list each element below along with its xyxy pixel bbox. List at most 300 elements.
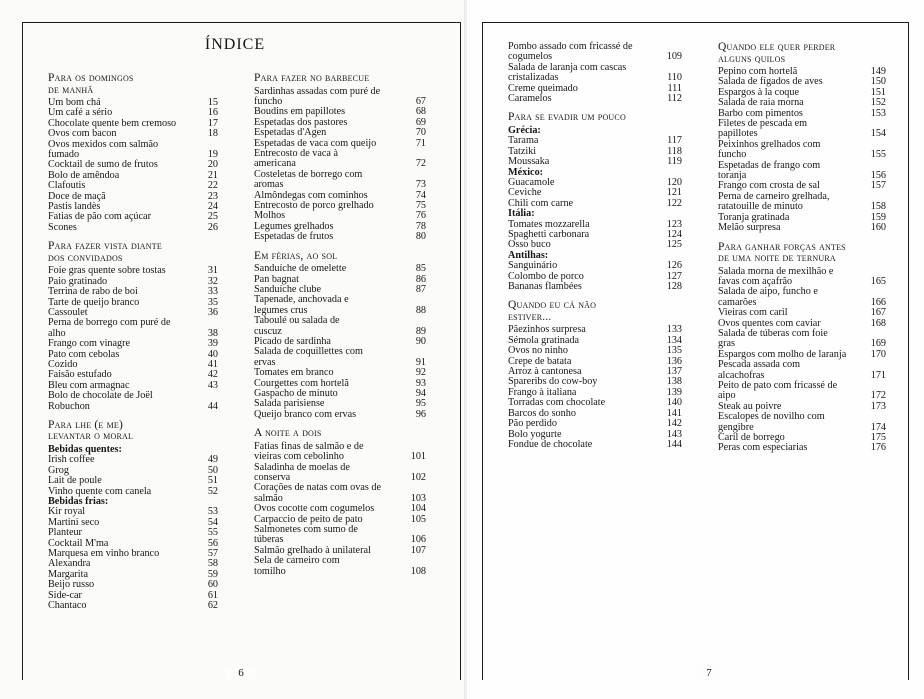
entry-page-number: 86	[415, 273, 426, 285]
entry-title: Peito de pato com fricassé de aipo	[718, 379, 838, 402]
entry-title: Caril de borrego	[718, 432, 785, 443]
entry-title: Cocktail M'ma	[48, 537, 109, 549]
entry-page-number: 133	[666, 324, 682, 336]
entry-title: Pepino com hortelã	[718, 66, 798, 77]
entry-page-number: 72	[415, 158, 426, 170]
entry-page-number: 127	[666, 270, 682, 282]
entry-page-number: 175	[870, 432, 886, 443]
entry-title: Clafoutis	[48, 180, 86, 192]
index-entry	[254, 170, 426, 191]
entry-title: Faisão estufado	[48, 369, 112, 381]
entry-page-number: 165	[870, 275, 886, 287]
section-heading: A noite a dois	[254, 427, 322, 440]
entry-page-number: 110	[667, 72, 682, 84]
entry-page-number: 105	[410, 513, 426, 525]
entry-page-number: 143	[666, 428, 682, 440]
section-heading: Quando eu cá não estiver...	[508, 299, 597, 323]
index-entry	[254, 556, 426, 577]
entry-title: Salmonetes com sumo de túberas	[254, 523, 358, 546]
entry-title: Legumes grelhados	[254, 220, 334, 232]
entry-page-number: 59	[207, 568, 218, 580]
index-entry	[48, 287, 218, 297]
entry-title: Saladinha de moelas de conserva	[254, 461, 350, 483]
entry-page-number: 16	[207, 107, 218, 119]
entry-page-number: 58	[207, 558, 218, 570]
index-entry	[718, 308, 886, 318]
entry-page-number: 166	[870, 296, 886, 308]
entry-title: Lait de poule	[48, 475, 102, 487]
entry-title: Arroz à cantonesa	[508, 366, 582, 378]
index-entry	[254, 316, 426, 337]
entry-page-number: 158	[870, 201, 886, 213]
entry-page-number: 138	[666, 376, 682, 388]
entry-page-number: 95	[415, 398, 426, 410]
section-heading: Para fazer no barbecue	[254, 72, 370, 84]
index-entry	[508, 440, 682, 450]
entry-title: Frango à italiana	[508, 386, 577, 398]
index-entry	[254, 128, 426, 138]
entry-page-number: 173	[870, 400, 886, 412]
entry-title: Guacamole	[508, 176, 555, 188]
entry-page-number: 54	[207, 516, 218, 528]
entry-title: Peixinhos grelhados com funcho	[718, 138, 821, 161]
entry-title: Grog	[48, 464, 69, 476]
index-entry	[254, 525, 426, 546]
entry-title: Creme queimado	[508, 82, 578, 94]
entry-page-number: 24	[207, 201, 218, 213]
entry-title: Tatziki	[508, 145, 537, 157]
index-entry	[718, 329, 886, 350]
entry-page-number: 141	[666, 407, 682, 419]
index-entry	[718, 140, 886, 161]
index-entry	[254, 295, 426, 316]
entry-title: Tarte de queijo branco	[48, 296, 140, 308]
entry-page-number: 73	[415, 179, 426, 191]
entry-page-number: 176	[870, 442, 886, 454]
entry-title: Martini seco	[48, 516, 100, 528]
entry-title: Salada de raia morna	[718, 97, 804, 109]
entry-page-number: 55	[207, 527, 218, 539]
entry-page-number: 171	[870, 369, 886, 381]
entry-page-number: 51	[207, 475, 218, 487]
entry-page-number: 87	[415, 283, 426, 295]
entry-title: Tomates em branco	[254, 367, 334, 379]
entry-title: Spaghetti carbonara	[508, 229, 590, 240]
page-number-left: 6	[226, 667, 256, 679]
entry-page-number: 125	[666, 239, 682, 251]
entry-title: Peras com especiarias	[718, 442, 808, 454]
entry-page-number: 17	[207, 117, 218, 129]
entry-page-number: 92	[415, 367, 426, 379]
entry-title: Osso buco	[508, 239, 551, 251]
entry-title: Beijo russo	[48, 579, 95, 591]
entry-title: Vinho quente com canela	[48, 485, 152, 497]
index-column-1	[48, 73, 218, 611]
entry-page-number: 156	[870, 170, 886, 182]
entry-title: Chocolate quente bem cremoso	[48, 117, 177, 129]
entry-page-number: 135	[666, 345, 682, 357]
entry-title: Espetadas de frutos	[254, 231, 334, 243]
index-entry	[254, 87, 426, 108]
index-entry	[718, 223, 886, 233]
entry-title: Espargos à la coque	[718, 86, 800, 98]
entry-title: Scones	[48, 221, 77, 233]
entry-page-number: 15	[207, 97, 218, 108]
entry-page-number: 90	[415, 335, 426, 347]
entry-page-number: 101	[410, 451, 426, 463]
entry-page-number: 38	[207, 327, 218, 339]
index-entry	[718, 443, 886, 453]
entry-page-number: 56	[207, 537, 218, 549]
entry-title: Tapenade, anchovada e legumes crus	[254, 294, 349, 316]
entry-page-number: 20	[207, 159, 218, 171]
entry-page-number: 76	[415, 210, 426, 222]
entry-title: Terrina de rabo de boi	[48, 286, 138, 298]
entry-title: Toranja gratinada	[718, 211, 790, 223]
index-entry	[48, 455, 218, 465]
subsection-heading: Antilhas:	[508, 249, 549, 261]
entry-title: Carpaccio de peito de pato	[254, 513, 363, 525]
entry-page-number: 112	[667, 93, 682, 105]
entry-title: Sémola gratinada	[508, 334, 580, 346]
entry-page-number: 94	[415, 387, 426, 399]
entry-title: Entrecosto de porco grelhado	[254, 199, 374, 211]
entry-title: Barbo com pimentos	[718, 107, 803, 119]
entry-title: Queijo branco com ervas	[254, 408, 357, 420]
entry-page-number: 31	[207, 265, 218, 277]
index-column-2	[254, 73, 426, 577]
entry-title: Filetes de pescada em papillotes	[718, 118, 808, 140]
entry-title: Sanduíche clube	[254, 283, 322, 295]
entry-page-number: 159	[870, 211, 886, 223]
entry-page-number: 33	[207, 286, 218, 298]
entry-page-number: 122	[666, 197, 682, 209]
entry-title: Ovos quentes com caviar	[718, 317, 821, 329]
entry-page-number: 22	[207, 180, 218, 192]
entry-title: Cocktail de sumo de frutos	[48, 159, 158, 171]
entry-title: Bananas flambées	[508, 281, 582, 293]
index-entry	[718, 412, 886, 433]
entry-title: Moussaka	[508, 156, 550, 168]
entry-title: Taboulé ou salada de cuscuz	[254, 315, 340, 337]
entry-title: Torradas com chocolate	[508, 397, 606, 409]
entry-page-number: 109	[666, 51, 682, 63]
entry-title: Pan bagnat	[254, 273, 299, 285]
entry-page-number: 42	[207, 369, 218, 381]
entry-title: Cassoulet	[48, 306, 88, 318]
entry-page-number: 91	[415, 356, 426, 368]
index-column-3	[508, 42, 682, 450]
entry-title: Pombo assado com fricassé de cogumelos	[508, 41, 633, 63]
entry-title: Bolo yogurte	[508, 428, 562, 440]
entry-title: Perna de carneiro grelhada, ratatouille de minuto	[718, 190, 830, 213]
entry-page-number: 134	[666, 334, 682, 346]
entry-page-number: 75	[415, 199, 426, 211]
entry-page-number: 41	[207, 358, 218, 370]
entry-title: Side-car	[48, 589, 82, 601]
entry-page-number: 53	[207, 506, 218, 518]
entry-title: Salada de laranja com cascas cristalizadas	[508, 61, 627, 84]
entry-page-number: 19	[207, 149, 218, 161]
entry-title: Irish coffee	[48, 454, 95, 466]
entry-page-number: 32	[207, 275, 218, 287]
entry-title: Bolo de amêndoa	[48, 169, 120, 181]
entry-page-number: 21	[207, 169, 218, 181]
entry-page-number: 104	[410, 503, 426, 515]
entry-page-number: 69	[415, 116, 426, 128]
entry-title: Salmão grelhado à unilateral	[254, 544, 371, 556]
entry-page-number: 70	[415, 127, 426, 139]
entry-title: Spareribs do cow-boy	[508, 376, 598, 388]
section-heading: Em férias, ao sol	[254, 249, 338, 262]
index-entry	[254, 504, 426, 514]
index-entry	[718, 161, 886, 182]
entry-title: Almôndegas com cominhos	[254, 189, 368, 201]
index-entry	[508, 419, 682, 429]
entry-title: Bolo de chocolate de Joël Robuchon	[48, 390, 153, 412]
entry-page-number: 108	[410, 565, 426, 577]
index-entry	[48, 601, 218, 611]
section-heading: Para lhe (e me) levantar o moral	[48, 418, 134, 443]
entry-title: Steak au poivre	[718, 400, 782, 412]
entry-page-number: 23	[207, 190, 218, 202]
section-heading: Quando ele quer perder alguns quilos	[718, 41, 836, 65]
entry-page-number: 68	[415, 106, 426, 118]
index-entry	[254, 410, 426, 420]
entry-title: Tarama	[508, 135, 539, 147]
entry-title: Molhos	[254, 210, 286, 222]
entry-page-number: 52	[207, 485, 218, 497]
entry-title: Pato com cebolas	[48, 348, 120, 360]
entry-page-number: 140	[666, 397, 682, 409]
entry-page-number: 128	[666, 281, 682, 293]
entry-title: Salada de coquillettes com ervas	[254, 346, 363, 368]
entry-page-number: 102	[410, 471, 426, 483]
entry-title: Ceviche	[508, 187, 542, 199]
index-entry	[254, 442, 426, 463]
entry-page-number: 39	[207, 338, 218, 350]
index-entry	[254, 463, 426, 484]
entry-title: Espetadas de vaca com queijo	[254, 137, 377, 149]
entry-page-number: 126	[666, 260, 682, 272]
entry-page-number: 117	[667, 135, 682, 147]
entry-title: Entrecosto de vaca à americana	[254, 147, 339, 170]
entry-page-number: 139	[666, 386, 682, 398]
entry-title: Courgettes com hortelã	[254, 377, 349, 389]
entry-title: Perna de borrego com puré de alho	[48, 317, 171, 339]
entry-title: Um café a sério	[48, 107, 113, 119]
entry-page-number: 144	[666, 438, 682, 450]
index-entry	[48, 391, 218, 412]
index-title: ÍNDICE	[204, 36, 266, 53]
index-entry	[508, 282, 682, 292]
entry-title: Kir royal	[48, 506, 86, 518]
entry-page-number: 168	[870, 317, 886, 329]
entry-title: Crepe de batata	[508, 355, 572, 367]
entry-title: Alexandra	[48, 558, 91, 570]
entry-title: Salada de fígados de aves	[718, 76, 823, 88]
entry-page-number: 25	[207, 211, 218, 223]
entry-page-number: 154	[870, 128, 886, 140]
entry-page-number: 49	[207, 454, 218, 466]
subsection-heading: Bebidas quentes:	[48, 443, 122, 455]
entry-page-number: 62	[207, 600, 218, 612]
index-entry	[718, 360, 886, 381]
entry-title: Picado de sardinha	[254, 335, 331, 347]
entry-page-number: 124	[666, 229, 682, 240]
page-number-right: 7	[694, 667, 724, 679]
entry-title: Costeletas de borrego com aromas	[254, 168, 363, 191]
entry-page-number: 142	[666, 418, 682, 430]
entry-page-number: 78	[415, 220, 426, 232]
entry-page-number: 149	[870, 66, 886, 77]
entry-page-number: 36	[207, 306, 218, 318]
entry-title: Ovos com bacon	[48, 128, 117, 140]
entry-title: Ovos no ninho	[508, 345, 568, 357]
entry-page-number: 107	[410, 544, 426, 556]
book-spine	[464, 0, 467, 699]
entry-title: Salada parisiense	[254, 398, 325, 410]
entry-title: Pão perdido	[508, 418, 557, 430]
index-entry	[48, 140, 218, 161]
index-entry	[48, 223, 218, 233]
entry-page-number: 85	[415, 263, 426, 275]
subsection-heading: México:	[508, 166, 544, 178]
index-entry	[718, 287, 886, 308]
entry-title: Frango com crosta de sal	[718, 180, 820, 192]
entry-page-number: 93	[415, 377, 426, 389]
entry-page-number: 26	[207, 221, 218, 233]
section-heading: Para fazer vista diante dos convidados	[48, 240, 162, 264]
entry-page-number: 106	[410, 534, 426, 546]
entry-title: Corações de natas com ovas de salmão	[254, 482, 382, 504]
entry-title: Salada de aipo, funcho e camarões	[718, 286, 818, 308]
entry-page-number: 40	[207, 348, 218, 360]
entry-page-number: 89	[415, 325, 426, 337]
subsection-heading: Bebidas frias:	[48, 496, 109, 507]
entry-title: Espetadas dos pastores	[254, 116, 348, 128]
entry-page-number: 96	[415, 408, 426, 420]
entry-page-number: 43	[207, 379, 218, 391]
entry-title: Vieiras com caril	[718, 307, 788, 319]
entry-page-number: 67	[415, 95, 426, 107]
index-entry	[254, 232, 426, 242]
entry-title: Paio gratinado	[48, 275, 108, 287]
entry-page-number: 160	[870, 222, 886, 234]
index-entry	[508, 157, 682, 167]
subsection-heading: Itália:	[508, 208, 535, 220]
entry-title: Tomates mozzarella	[508, 218, 590, 230]
index-entry	[48, 339, 218, 349]
entry-page-number: 151	[870, 86, 886, 98]
subsection-heading: Grécia:	[508, 124, 541, 136]
entry-title: Foie gras quente sobre tostas	[48, 265, 166, 277]
index-entry	[254, 483, 426, 504]
entry-page-number: 170	[870, 348, 886, 360]
entry-page-number: 152	[870, 97, 886, 109]
index-entry	[254, 368, 426, 378]
entry-title: Colombo de porco	[508, 270, 584, 282]
entry-title: Um bom chá	[48, 97, 101, 108]
index-entry	[254, 347, 426, 368]
section-heading: Para se evadir um pouco	[508, 111, 626, 124]
entry-page-number: 61	[207, 589, 218, 601]
entry-title: Gaspacho de minuto	[254, 387, 338, 399]
entry-title: Chantaco	[48, 600, 87, 612]
entry-title: Margarita	[48, 568, 88, 580]
entry-title: Sanguinário	[508, 260, 558, 272]
entry-title: Fondue de chocolate	[508, 438, 593, 450]
entry-title: Sardinhas assadas com puré de funcho	[254, 85, 381, 107]
entry-page-number: 18	[207, 128, 218, 140]
index-entry	[254, 264, 426, 274]
index-entry	[718, 119, 886, 140]
entry-page-number: 103	[410, 492, 426, 504]
index-entry	[48, 318, 218, 339]
entry-title: Espargos com molho de laranja	[718, 348, 847, 360]
entry-title: Marquesa em vinho branco	[48, 548, 160, 560]
entry-page-number: 35	[207, 296, 218, 308]
entry-page-number: 123	[666, 218, 682, 230]
entry-page-number: 157	[870, 180, 886, 192]
index-entry	[718, 267, 886, 288]
index-entry	[254, 149, 426, 170]
entry-title: Caramelos	[508, 93, 552, 105]
entry-title: Barcos do sonho	[508, 407, 576, 419]
entry-title: Sela de carneiro com tomilho	[254, 555, 340, 577]
index-entry	[718, 381, 886, 402]
entry-title: Escalopes de novilho com gengibre	[718, 411, 825, 433]
entry-page-number: 155	[870, 149, 886, 161]
entry-page-number: 71	[415, 137, 426, 149]
entry-title: Melão surpresa	[718, 222, 781, 234]
entry-page-number: 136	[666, 355, 682, 367]
entry-title: Salada de túberas com foie gras	[718, 327, 828, 350]
index-entry	[718, 192, 886, 213]
entry-title: Sanduíche de omelette	[254, 263, 347, 275]
entry-title: Ovos cocotte com cogumelos	[254, 503, 375, 515]
index-entry	[508, 42, 682, 63]
entry-page-number: 167	[870, 307, 886, 319]
entry-page-number: 118	[667, 145, 682, 157]
entry-title: Planteur	[48, 527, 82, 539]
entry-page-number: 111	[667, 82, 682, 94]
index-entry	[508, 63, 682, 84]
entry-title: Chili com carne	[508, 197, 574, 209]
entry-page-number: 74	[415, 189, 426, 201]
entry-title: Ovos mexidos com salmão fumado	[48, 138, 159, 161]
entry-page-number: 169	[870, 338, 886, 350]
entry-title: Doce de maçã	[48, 190, 106, 202]
entry-page-number: 174	[870, 421, 886, 433]
entry-page-number: 153	[870, 107, 886, 119]
entry-title: Pãezinhos surpresa	[508, 324, 586, 336]
index-entry	[508, 94, 682, 104]
entry-title: Boudins em papillotes	[254, 106, 346, 118]
entry-page-number: 172	[870, 390, 886, 402]
entry-page-number: 137	[666, 366, 682, 378]
entry-page-number: 57	[207, 548, 218, 560]
entry-page-number: 119	[667, 156, 682, 168]
index-column-4	[718, 42, 886, 454]
entry-title: Fatias finas de salmão e de vieiras com cebolinho	[254, 440, 364, 463]
entry-page-number: 88	[415, 304, 426, 316]
entry-title: Cozido	[48, 358, 78, 370]
entry-title: Salada morna de mexilhão e favas com açafrão	[718, 265, 834, 287]
entry-title: Bleu com armagnac	[48, 379, 130, 391]
entry-page-number: 120	[666, 176, 682, 188]
entry-page-number: 150	[870, 76, 886, 88]
